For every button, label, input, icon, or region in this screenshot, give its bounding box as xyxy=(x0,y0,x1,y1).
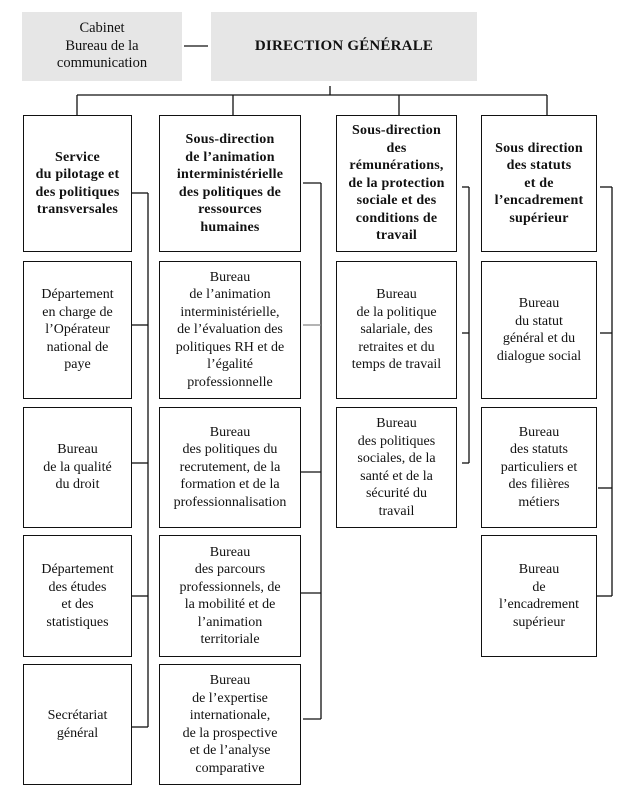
unit-box: Bureau des parcours professionnels, de la mobilité et de l’animation territoriale xyxy=(159,535,301,657)
unit-box: Bureau des statuts particuliers et des filières métiers xyxy=(481,407,597,528)
sous-direction-statuts-box: Sous direction des statuts et de l’encadrement supérieur xyxy=(481,115,597,252)
unit-box: Bureau du statut général et du dialogue social xyxy=(481,261,597,399)
sous-direction-animation-box: Sous-direction de l’animation interministérielle des politiques de ressources humaines xyxy=(159,115,301,252)
cabinet-box: Cabinet Bureau de la communication xyxy=(22,12,182,81)
unit-box: Bureau de l’encadrement supérieur xyxy=(481,535,597,657)
unit-box: Bureau de la qualité du droit xyxy=(23,407,132,528)
unit-box: Bureau de l’expertise internationale, de la prospective et de l’analyse comparative xyxy=(159,664,301,785)
sous-direction-remunerations-box: Sous-direction des rémunérations, de la protection sociale et des conditions de travail xyxy=(336,115,457,252)
unit-box: Département des études et des statistiques xyxy=(23,535,132,657)
direction-generale-box: DIRECTION GÉNÉRALE xyxy=(211,12,477,81)
spine-col2 xyxy=(301,183,321,719)
spine-col3 xyxy=(462,187,469,463)
unit-box: Bureau des politiques sociales, de la santé et de la sécurité du travail xyxy=(336,407,457,528)
unit-box: Secrétariat général xyxy=(23,664,132,785)
unit-box: Bureau de la politique salariale, des retraites et du temps de travail xyxy=(336,261,457,399)
unit-box: Département en charge de l’Opérateur national de paye xyxy=(23,261,132,399)
unit-box: Bureau de l’animation interministérielle, de l’évaluation des politiques RH et de l’égalité professionnelle xyxy=(159,261,301,399)
unit-box: Bureau des politiques du recrutement, de la formation et de la professionnalisation xyxy=(159,407,301,528)
spine-col4 xyxy=(596,187,612,596)
spine-col1 xyxy=(132,193,148,727)
service-pilotage-box: Service du pilotage et des politiques transversales xyxy=(23,115,132,252)
